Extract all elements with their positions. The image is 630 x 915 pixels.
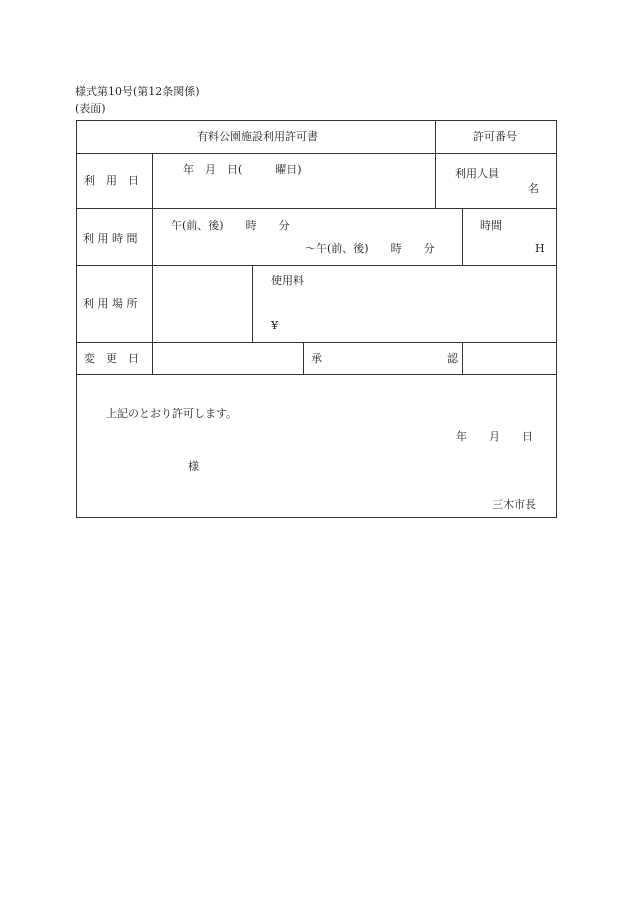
- usage-date-label: 利 用 日: [84, 174, 139, 187]
- attendees-unit: 名: [528, 182, 539, 195]
- usage-time-from[interactable]: 午(前、後) 時 分: [171, 219, 290, 232]
- table-line: [76, 265, 557, 266]
- usage-time-label: 利 用 時 間: [83, 232, 138, 245]
- issue-date: 年 月 日: [456, 430, 533, 443]
- table-line: [556, 120, 557, 518]
- table-line: [252, 265, 253, 342]
- table-line: [76, 342, 557, 343]
- fee-label: 使用料: [271, 274, 304, 287]
- fee-currency: ¥: [271, 319, 278, 332]
- side-label: (表面): [75, 102, 106, 115]
- table-line: [435, 120, 436, 208]
- usage-time-to[interactable]: 〜午(前、後) 時 分: [305, 242, 435, 255]
- table-line: [76, 208, 557, 209]
- approval-stamp-field[interactable]: [464, 344, 555, 373]
- form-title: 有料公園施設利用許可書: [197, 130, 318, 143]
- change-date-field[interactable]: [154, 344, 302, 373]
- table-line: [76, 517, 557, 518]
- permit-statement: 上記のとおり許可します。: [106, 407, 238, 420]
- recipient-suffix: 様: [188, 460, 199, 473]
- table-line: [76, 374, 557, 375]
- table-line: [76, 120, 557, 121]
- table-line: [462, 342, 463, 374]
- table-line: [76, 153, 557, 154]
- table-line: [303, 342, 304, 374]
- hours-label: 時間: [480, 219, 502, 232]
- usage-place-label: 利 用 場 所: [83, 297, 138, 310]
- table-line: [462, 208, 463, 265]
- usage-date-field[interactable]: 年 月 日( 曜日): [183, 163, 302, 176]
- issuer-name: 三木市長: [492, 498, 536, 511]
- table-line: [152, 153, 153, 375]
- approval-label-left: 承: [311, 352, 322, 365]
- hours-unit: H: [535, 242, 545, 255]
- table-line: [76, 120, 77, 518]
- form-number: 様式第10号(第12条関係): [75, 85, 200, 98]
- attendees-label: 利用人員: [455, 167, 499, 180]
- permit-number-label: 許可番号: [473, 130, 517, 143]
- approval-label-right: 認: [447, 352, 458, 365]
- usage-place-field[interactable]: [154, 267, 251, 341]
- change-date-label: 変 更 日: [84, 352, 139, 365]
